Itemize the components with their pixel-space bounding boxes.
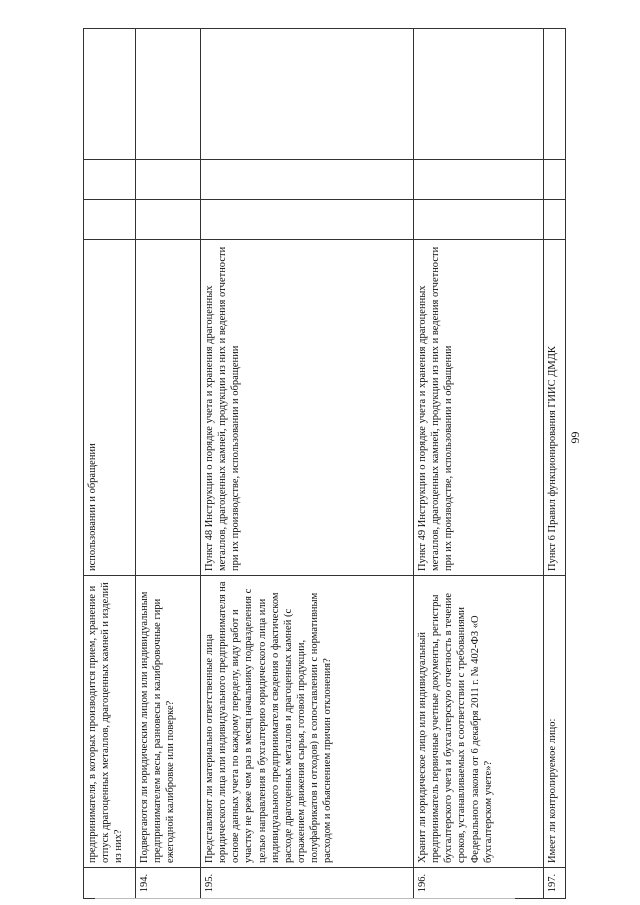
table-row (84, 29, 136, 899)
answer-cell-no (84, 160, 136, 200)
row-question: предпринимателя, в которых производится прием, хранение и отпуск драгоценных металлов, драгоценных камней и изделий из них? (84, 576, 136, 868)
row-question: Хранит ли юридическое лицо или индивидуальный предприниматель первичные учетные документы, регистры бухгалтерского учета и бухгалтерскую отчетность в течение сроков, устанавливаемых в соответствии с требованиями Федерального закона от 6 декабря 2011 г. № 402-ФЗ «О бухгалтерском учете»? (414, 576, 544, 868)
row-question: Имеет ли контролируемое лицо: (544, 576, 566, 868)
row-number (84, 868, 136, 899)
table-row (201, 29, 414, 899)
row-number: 196. (414, 868, 544, 899)
checklist-table (83, 28, 566, 899)
answer-cell-yes (84, 200, 136, 240)
table-row (136, 29, 201, 899)
row-number: 195. (201, 868, 414, 899)
row-number: 197. (544, 868, 566, 899)
answer-cell-no (414, 160, 544, 200)
answer-cell-no (136, 160, 201, 200)
checklist-table-rotated (83, 29, 558, 899)
answer-cell-yes (414, 200, 544, 240)
row-number: 194. (136, 868, 201, 899)
answer-cell-note (136, 29, 201, 160)
page-number: 66 (568, 431, 583, 444)
row-reference: Пункт 6 Правил функционирования ГИИС ДМДК (544, 240, 566, 576)
answer-cell-no (201, 160, 414, 200)
scan-artifact-line (95, 898, 515, 899)
answer-cell-yes (201, 200, 414, 240)
answer-cell-no (544, 160, 566, 200)
row-reference: использовании и обращении (84, 240, 136, 576)
answer-cell-note (544, 29, 566, 160)
answer-cell-note (84, 29, 136, 160)
table-row (414, 29, 544, 899)
answer-cell-note (414, 29, 544, 160)
answer-cell-yes (136, 200, 201, 240)
row-question: Подвергаются ли юридическим лицом или индивидуальным предпринимателем весы, разновесы и калибровочные гири ежегодной калибровке или поверке? (136, 576, 201, 868)
answer-cell-note (201, 29, 414, 160)
row-reference: Пункт 48 Инструкции о порядке учета и хранения драгоценных металлов, драгоценных камней, продукции из них и ведения отчетности при их производстве, использовании и обращении (201, 240, 414, 576)
row-reference: Пункт 49 Инструкции о порядке учета и хранения драгоценных металлов, драгоценных камней, продукции из них и ведения отчетности при их производстве, использовании и обращении (414, 240, 544, 576)
table-row (544, 29, 566, 899)
row-question: Представляют ли материально ответственные лица юридического лица или индивидуального предпринимателя на основе данных учета по каждому переделу, виду работ и участку не реже чем раз в месяц начальнику подразделения с целью направления в бухгалтерию юридического лица или индивидуального предпринимателя сведения о фактическом расходе драгоценных металлов и драгоценных камней (с отражением движения сырья, готовой продукции, полуфабрикатов и отходов) в сопоставлении с нормативным расходом и объяснением причин отклонения? (201, 576, 414, 868)
answer-cell-yes (544, 200, 566, 240)
row-reference (136, 240, 201, 576)
